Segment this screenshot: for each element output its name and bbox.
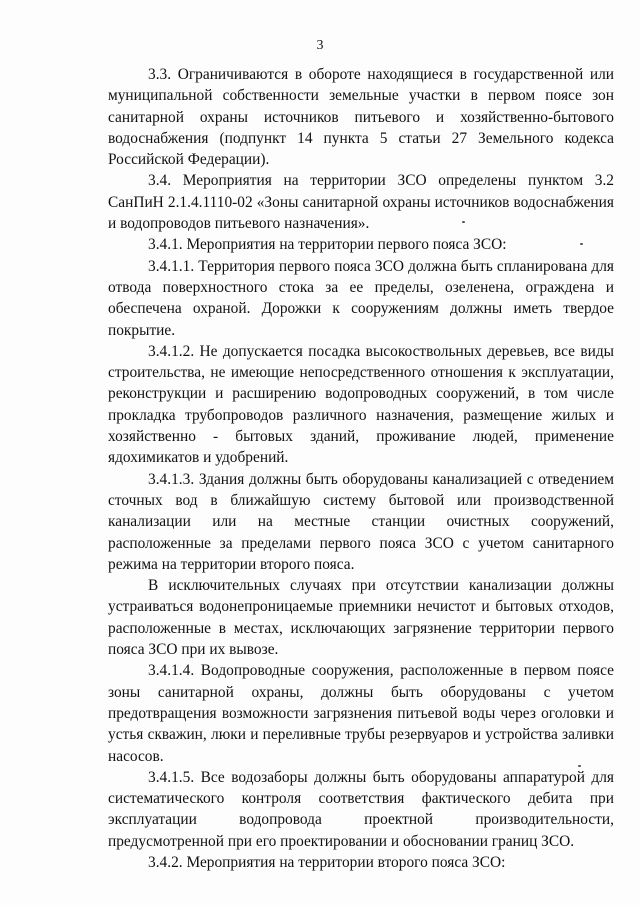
paragraph-3-4-1-4: 3.4.1.4. Водопроводные сооружения, расположенные в первом поясе зоны санитарной охраны, должны быть оборудованы с учетом предотвращения возможности загрязнения питьевой воды через оголовки и устья скважин, люки и переливные трубы резервуаров и устройства заливки насосов. (108, 662, 614, 765)
paragraph-3-3: 3.3. Ограничиваются в обороте находящиеся в государственной или муниципальной собственности земельные участки в первом поясе зон санитарной охраны источников питьевого и хозяйственно-бытового водоснабжения (подпункт 14 пункта 5 статьи 27 Земельного кодекса Российской Федерации). (108, 66, 614, 169)
paragraph-3-4-1-1: 3.4.1.1. Территория первого пояса ЗСО должна быть спланирована для отвода поверхностного стока за ее пределы, озеленена, ограждена и обеспечена охраной. Дорожки к сооружениям должны иметь твердое покрытие. (108, 257, 614, 339)
paragraph-exceptional-cases: В исключительных случаях при отсутствии канализации должны устраиваться водонепроницаемые приемники нечистот и бытовых отходов, расположенные в местах, исключающих загрязнение территории первого пояса ЗСО при их вывозе. (108, 577, 614, 659)
paragraph-3-4-1-3: 3.4.1.3. Здания должны быть оборудованы канализацией с отведением сточных вод в ближайшую систему бытовой или производственной канализации или на местные станции очистных сооружений, расположенные за пределами первого пояса ЗСО с учетом санитарного режима на территории второго пояса. (108, 470, 614, 573)
paragraph-3-4-1: 3.4.1. Мероприятия на территории первого пояса ЗСО: (148, 236, 507, 254)
paragraph-3-4: 3.4. Мероприятия на территории ЗСО определены пунктом 3.2 СанПиН 2.1.4.1110-02 «Зоны санитарной охраны источников водоснабжения и водопроводов питьевого назначения». (108, 172, 614, 233)
document-body (108, 64, 614, 873)
scan-speck (578, 765, 581, 767)
paragraph-3-4-1-2: 3.4.1.2. Не допускается посадка высокоствольных деревьев, все виды строительства, не имеющие непосредственного отношения к эксплуатации, реконструкции и расширению водопроводных сооружений, в том числе прокладка трубопроводов различного назначения, размещение жилых и хозяйственно - бытовых зданий, проживание людей, применение ядохимикатов и удобрений. (108, 342, 614, 467)
paragraph-3-4-1-5: 3.4.1.5. Все водозаборы должны быть оборудованы аппаратурой для систематического контроля соответствия фактического дебита при эксплуатации водопровода проектной производительности, предусмотренной при его проектировании и обосновании границ ЗСО. (108, 768, 614, 850)
page-number: 3 (316, 38, 324, 53)
paragraph-3-4-2: 3.4.2. Мероприятия на территории второго пояса ЗСО: (148, 853, 506, 871)
scan-speck (462, 221, 465, 223)
scan-speck (580, 243, 583, 245)
